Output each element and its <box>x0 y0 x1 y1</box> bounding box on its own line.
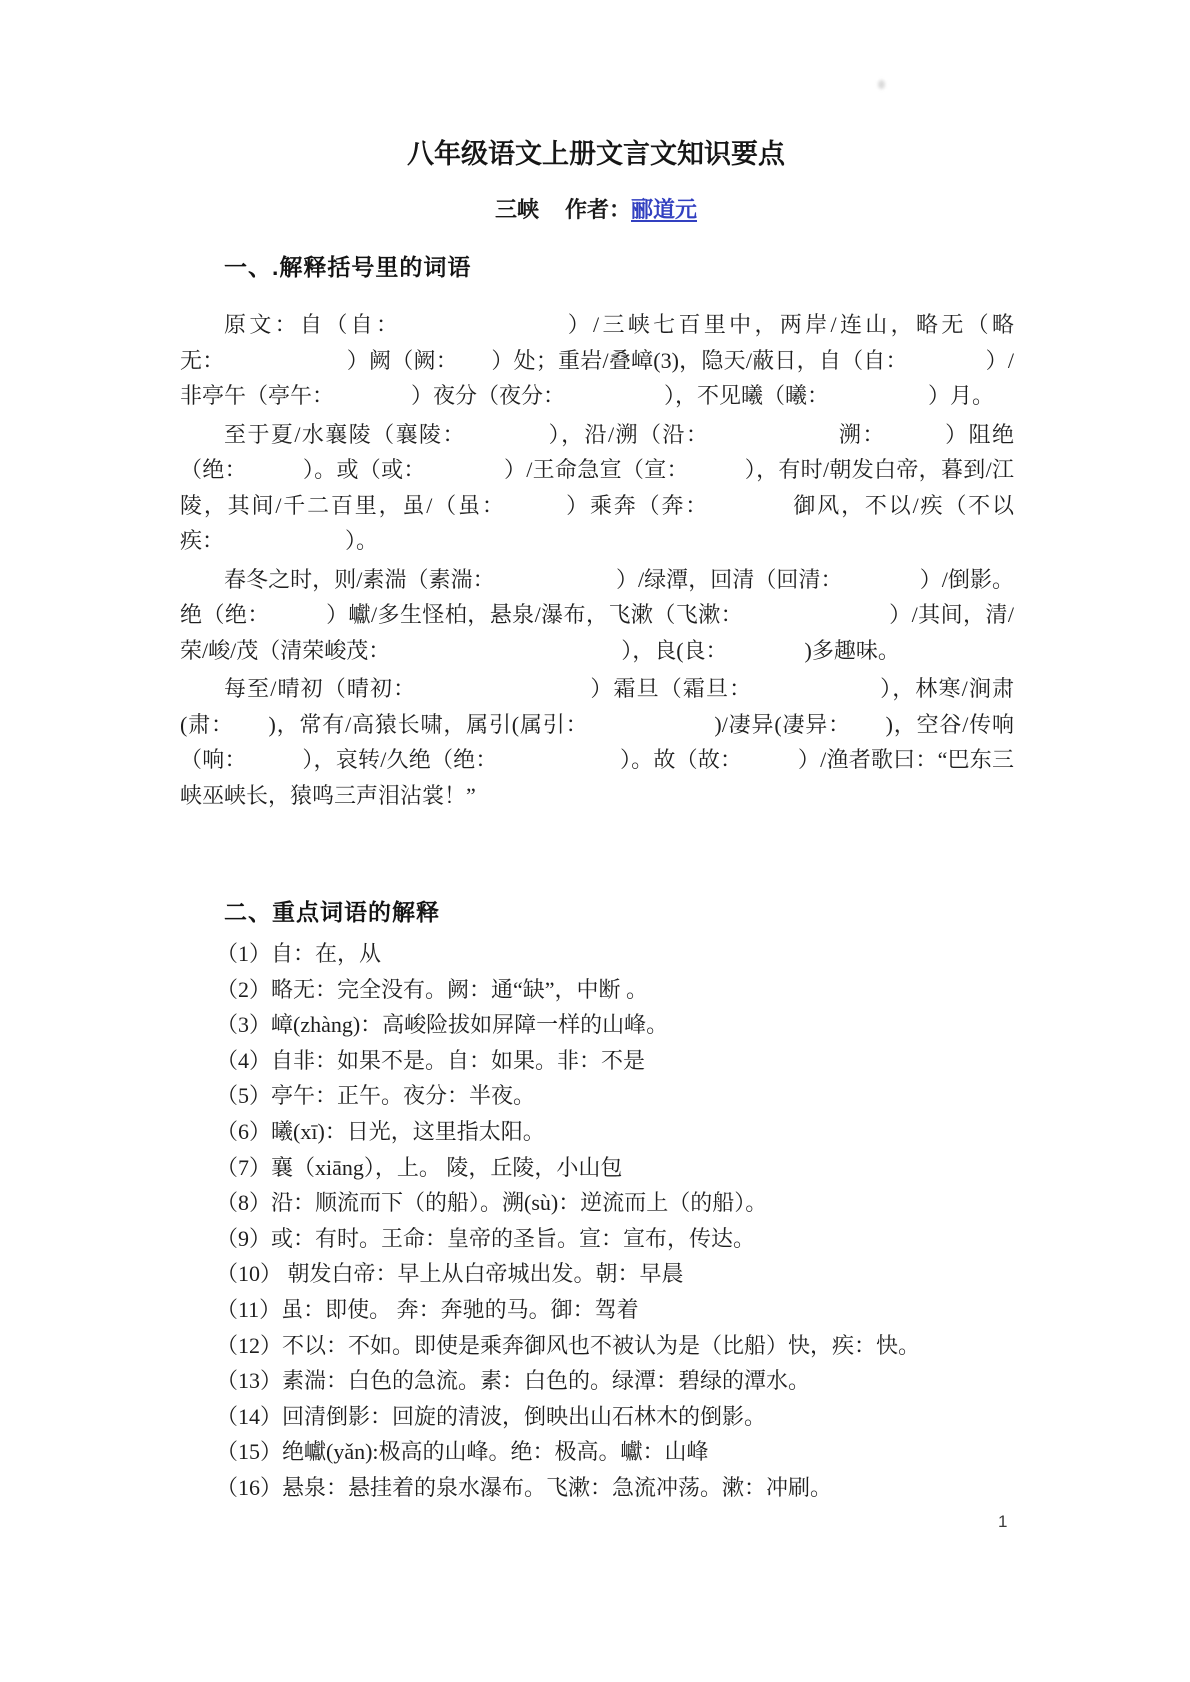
page-title: 八年级语文上册文言文知识要点 <box>407 139 785 169</box>
definition-item-3: （3）嶂(zhàng)：高峻险拔如屏障一样的山峰。 <box>216 1012 669 1038</box>
definition-item-11: （11）虽：即使。 奔：奔驰的马。御：驾着 <box>216 1296 639 1322</box>
page-number: 1 <box>998 1512 1008 1531</box>
definitions-list <box>216 936 1116 1506</box>
section1-heading: 一、.解释括号里的词语 <box>224 254 472 280</box>
definition-item-12: （12）不以：不如。即使是乘奔御风也不被认为是（比船）快，疾：快。 <box>216 1332 921 1358</box>
definition-item-1: （1）自：在，从 <box>216 941 382 966</box>
section2-heading: 二、重点词语的解释 <box>224 899 440 925</box>
definition-item-15: （15）绝巘(yǎn):极高的山峰。绝：极高。巘：山峰 <box>216 1439 709 1465</box>
paragraph-original-4: 每至/晴初（晴初： ）霜旦（霜旦： ），林寒/涧肃(肃： )，常有/高猿长啸，属引(属引： )/凄异(凄异： )，空谷/传响（响： ），哀转/久绝（绝： ）。故（故： ）/渔者歌曰：“巴东三峡巫峡长，猿鸣三声泪沾裳！” <box>180 676 1014 808</box>
author-link[interactable]: 郦道元 <box>631 197 698 222</box>
scan-artifact-dot <box>878 80 885 89</box>
definition-item-13: （13）素湍：白色的急流。素：白色的。绿潭：碧绿的潭水。 <box>216 1368 811 1394</box>
definition-item-14: （14）回清倒影：回旋的清波，倒映出山石林木的倒影。 <box>216 1403 767 1429</box>
definition-item-16: （16）悬泉：悬挂着的泉水瀑布。飞漱：急流冲荡。漱：冲刷。 <box>216 1474 833 1500</box>
author-label: 作者： <box>564 197 631 222</box>
paragraph-original-1: 原文：自（自： ）/三峡七百里中，两岸/连山，略无（略无： ）阙（阙： ）处；重岩/叠嶂(3)，隐天/蔽日，自（自： ）/非亭午（亭午： ）夜分（夜分： ），不见曦（曦： ）月。 <box>180 312 1014 408</box>
definition-item-2: （2）略无：完全没有。阙：通“缺”，中断 。 <box>216 976 649 1002</box>
definition-item-10: （10） 朝发白帝：早上从白帝城出发。朝：早晨 <box>216 1261 684 1287</box>
definition-item-4: （4）自非：如果不是。自：如果。非：不是 <box>216 1047 646 1073</box>
paragraph-original-2: 至于夏/水襄陵（襄陵： ），沿/溯（沿： 溯： ）阻绝（绝： ）。或（或： ）/王命急宣（宣： ），有时/朝发白帝，暮到/江陵，其间/千二百里，虽/（虽： ）乘奔（奔： 御风，不以/疾（不以疾： ）。 <box>180 421 1014 553</box>
definition-item-8: （8）沿：顺流而下（的船）。溯(sù)：逆流而上（的船）。 <box>216 1190 768 1216</box>
definition-item-7: （7）襄（xiāng），上。 陵，丘陵，小山包 <box>216 1154 623 1180</box>
definition-item-9: （9）或：有时。王命：皇帝的圣旨。宣：宣布，传达。 <box>216 1225 756 1251</box>
original-text-block <box>180 307 1014 816</box>
definition-item-5: （5）亭午：正午。夜分：半夜。 <box>216 1083 536 1109</box>
doc-subtitle <box>180 193 1012 224</box>
work-title: 三峡 <box>494 197 539 222</box>
paragraph-original-3: 春冬之时，则/素湍（素湍： ）/绿潭，回清（回清： ）/倒影。绝（绝： ）巘/多生怪柏，悬泉/瀑布，飞漱（飞漱： ）/其间，清/荣/峻/茂（清荣峻茂： ），良(良： )多趣味。 <box>180 566 1014 663</box>
definition-item-6: （6）曦(xī)：日光，这里指太阳。 <box>216 1118 545 1144</box>
